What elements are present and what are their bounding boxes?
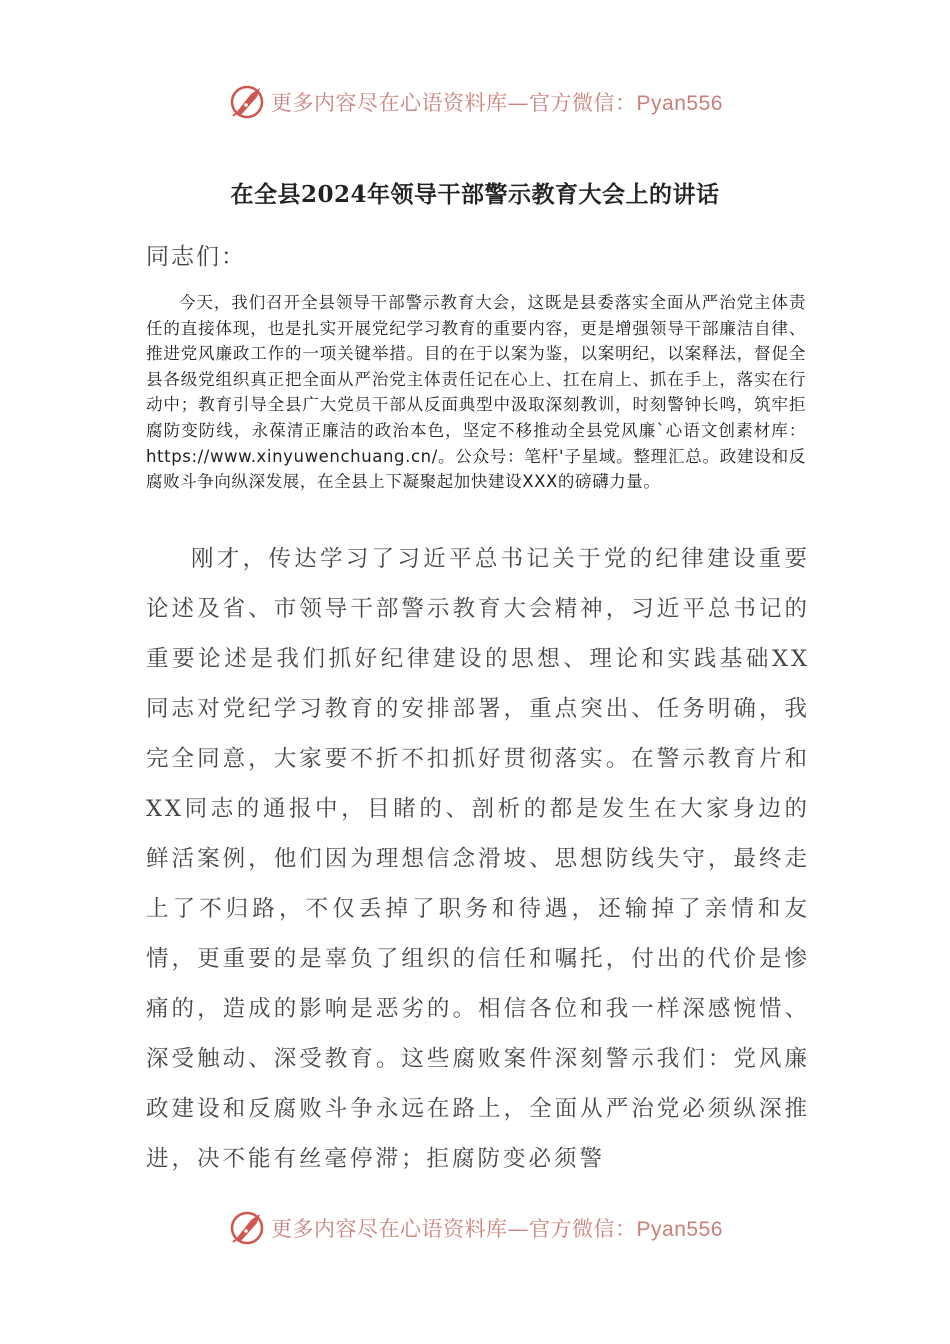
- banner-wechat-id: Pyan556: [636, 1218, 723, 1241]
- header-banner: [0, 80, 950, 124]
- pen-nib-logo-icon: [227, 82, 267, 122]
- document-title: 在全县2024年领导干部警示教育大会上的讲话: [230, 181, 720, 208]
- paragraph-main: 刚才，传达学习了习近平总书记关于党的纪律建设重要论述及省、市领导干部警示教育大会精神，习近平总书记的重要论述是我们抓好纪律建设的思想、理论和实践基础XX同志对党纪学习教育的安排部署，重点突出、任务明确，我完全同意，大家要不折不扣抓好贯彻落实。在警示教育片和XX同志的通报中，目睹的、剖析的都是发生在大家身边的鲜活案例，他们因为理想信念滑坡、思想防线失守，最终走上了不归路，不仅丢掉了职务和待遇，还输掉了亲情和友情，更重要的是辜负了组织的信任和嘱托，付出的代价是惨痛的，造成的影响是恶劣的。相信各位和我一样深感惋惜、深受触动、深受教育。这些腐败案件深刻警示我们：党风廉政建设和反腐败斗争永远在路上，全面从严治党必须纵深推进，决不能有丝毫停滞；拒腐防变必须警: [146, 546, 810, 1172]
- greeting: 同志们：: [146, 244, 246, 270]
- banner-text: 更多内容尽在心语资料库—官方微信：Pyan556: [271, 91, 723, 115]
- banner-wechat-id: Pyan556: [636, 92, 723, 115]
- banner-text: 更多内容尽在心语资料库—官方微信：Pyan556: [271, 1217, 723, 1241]
- pen-nib-logo-icon: [227, 1208, 267, 1248]
- footer-banner: [0, 1206, 950, 1250]
- paragraph-intro: 今天，我们召开全县领导干部警示教育大会，这既是县委落实全面从严治党主体责任的直接体现，也是扎实开展党纪学习教育的重要内容，更是增强领导干部廉洁自律、推进党风廉政工作的一项关键举措。目的在于以案为鉴，以案明纪，以案释法，督促全县各级党组织真正把全面从严治党主体责任记在心上、扛在肩上、抓在手上，落实在行动中；教育引导全县广大党员干部从反面典型中汲取深刻教训，时刻警钟长鸣，筑牢拒腐防变防线，永葆清正廉洁的政治本色，坚定不移推动全县党风廉`心语文创素材库：https://www.xinyuwenchuang.cn/。公众号：笔杆'子星域。整理汇总。政建设和反腐败斗争向纵深发展，在全县上下凝聚起加快建设XXX的磅礴力量。: [146, 293, 806, 492]
